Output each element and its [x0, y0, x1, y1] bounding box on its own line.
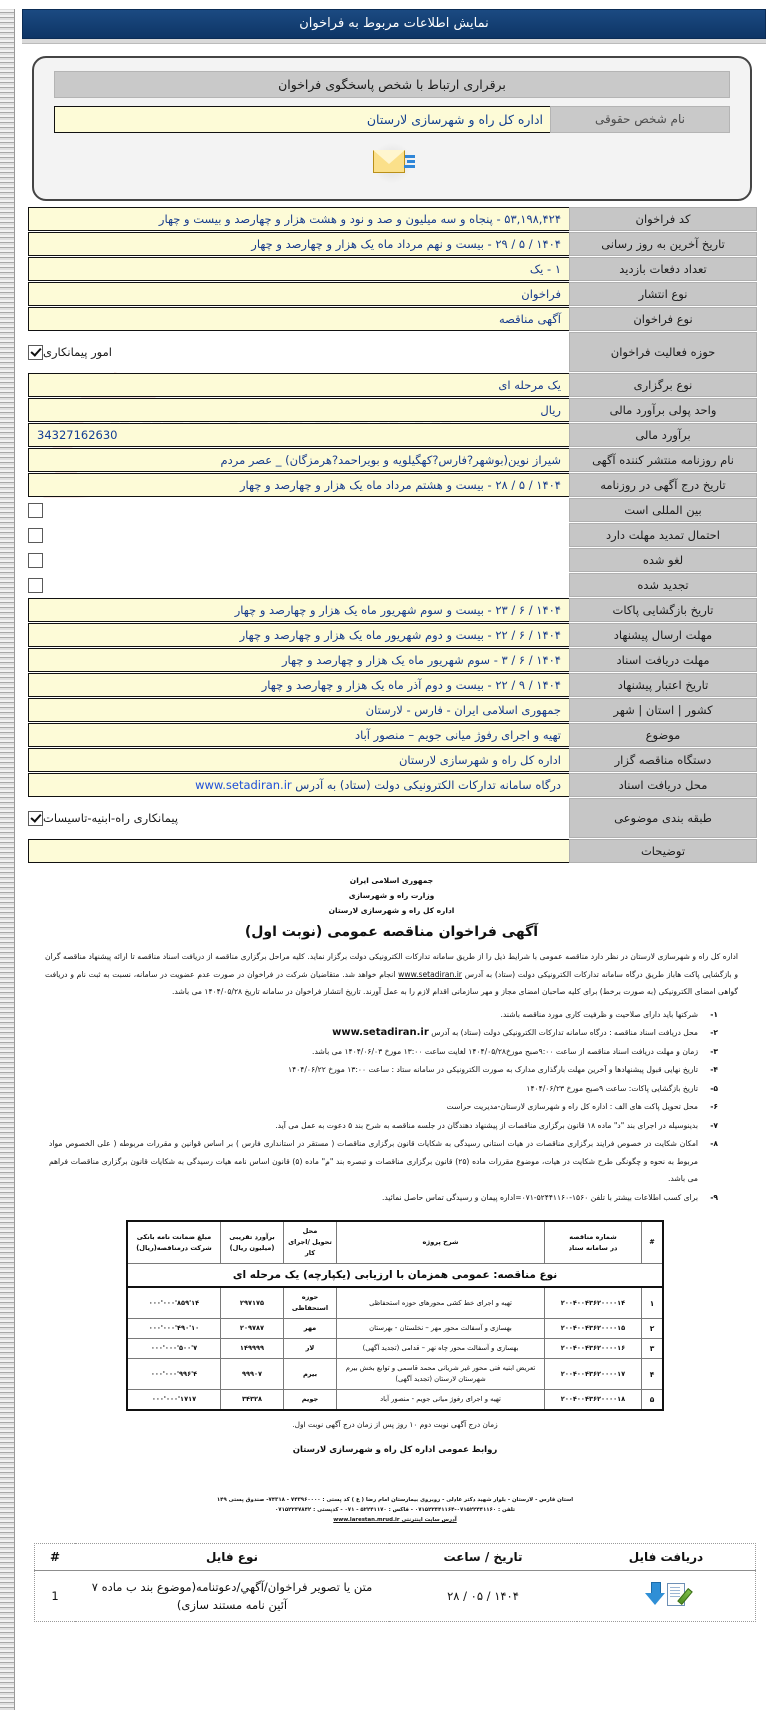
- info-label: موضوع: [569, 723, 757, 747]
- tender-cell-guarantee: ۷'۵۰۰'۰۰۰'۰۰۰: [127, 1339, 221, 1359]
- footer-address-line-2: [126, 1515, 664, 1525]
- info-value: ۱۴۰۴ / ۹ / ۲۲ - بیست و دوم آذر ماه یک هزار و چهارصد و چهار: [28, 673, 569, 697]
- tender-cell-estimate: ۲۰۹۷۸۷: [221, 1319, 284, 1339]
- tender-cell-description: تهیه و اجرای رفوژ میانی جویم - منصور آباد: [337, 1390, 545, 1411]
- info-row: [28, 398, 757, 422]
- tender-table-header-row: [127, 1221, 663, 1264]
- tender-cell-code: ۲۰۰۴۰۰۴۳۶۲۰۰۰۰۱۶: [545, 1339, 642, 1359]
- doc-paragraph-1: اداره کل راه و شهرسازی لارستان در نظر دارد مناقصه عمومی با شرایط ذیل را از طریق سامانه تدارکات الکترونیکی دولت برگزار نماید. کلیه مراحل برگزاری مناقصه از دریافت اسناد مناقصه تا ارائه پیشنهاد مناقصه گران و بازگشایی پاکت هاباز طریق درگاه سامانه تدارکات الکترونیکی دولت (ستاد) به آدرس www.setadiran.ir انجام خواهد شد. متقاضیان شرکت در فراخوان در صورت عدم عضویت در سامانه، نسبت به ثبت نام و دریافت گواهی امضای الکترونیکی (به صورت برخط) برای کلیه صاحبان امضای مجاز و مهر سازمانی اقدام لازم را به عمل آورند. تاریخ انتشار فراخوان در سامانه تاریخ ۱۴۰۴/۰۵/۲۸ می باشد.: [45, 952, 738, 996]
- tender-table-caption: نوع مناقصه: عمومی همزمان با ارزیابی (یکپارچه) یک مرحله ای: [127, 1264, 663, 1288]
- tender-cell-code: ۲۰۰۴۰۰۴۳۶۲۰۰۰۰۱۸: [545, 1390, 642, 1411]
- tender-table-row: [127, 1319, 663, 1339]
- doc-list-number: ۵-: [710, 1083, 718, 1093]
- page-gutter: [0, 9, 15, 1710]
- tender-table-row: [127, 1390, 663, 1411]
- checkbox-unchecked-icon[interactable]: [28, 553, 43, 568]
- doc-list-number: ۳-: [710, 1046, 718, 1056]
- info-row: [28, 748, 757, 772]
- info-label: لغو شده: [569, 548, 757, 572]
- tender-cell-guarantee: ۱۷۱۷'۰۰۰'۰۰۰: [127, 1390, 221, 1411]
- tender-cell-place: بیرم: [284, 1359, 337, 1390]
- info-row: [28, 423, 757, 447]
- info-checkbox-label: امور پیمانکاری: [43, 345, 112, 359]
- info-value: تهیه و اجرای رفوژ میانی جویم – منصور آباد: [28, 723, 569, 747]
- info-label: مهلت دریافت اسناد: [569, 648, 757, 672]
- files-cell-download: [577, 1571, 756, 1622]
- info-row: [28, 232, 757, 256]
- info-row: [28, 723, 757, 747]
- tender-cell-place: حوزه استحفاظی: [284, 1287, 337, 1319]
- info-value: ۱۴۰۴ / ۵ / ۲۹ - بیست و نهم مرداد ماه یک هزار و چهارصد و چهار: [28, 232, 569, 256]
- info-label: نوع انتشار: [569, 282, 757, 306]
- info-value: 34327162630: [28, 423, 569, 447]
- doc-list-item: ۳- زمان و مهلت دریافت اسناد مناقصه از ساعت ۹:۰۰صبح مورخ۱۴۰۴/۰۵/۲۸ لغایت ساعت ۱۳:۰۰ مورخ ۱۴۰۴/۰۶/۰۳ می باشد.: [49, 1043, 718, 1061]
- tender-note: زمان درج آگهی نوبت دوم ۱۰ روز پس از زمان درج آگهی نوبت اول.: [292, 1420, 498, 1429]
- tender-table-row: [127, 1287, 663, 1319]
- info-label: کشور | استان | شهر: [569, 698, 757, 722]
- tender-cell-estimate: ۳۴۳۲۸: [221, 1390, 284, 1411]
- tender-cell-place: جویم: [284, 1390, 337, 1411]
- info-value: آگهی مناقصه: [28, 307, 569, 331]
- title-underline: [22, 39, 766, 44]
- info-value: ۱۴۰۴ / ۶ / ۲۳ - بیست و سوم شهریور ماه یک هزار و چهارصد و چهار: [28, 598, 569, 622]
- info-row: [28, 332, 757, 372]
- info-label: دستگاه مناقصه گزار: [569, 748, 757, 772]
- doc-footer-org: روابط عمومی اداره کل راه و شهرسازی لارستان: [292, 1445, 498, 1455]
- info-value: جمهوری اسلامی ایران - فارس - لارستان: [28, 698, 569, 722]
- info-label: محل دریافت اسناد: [569, 773, 757, 797]
- info-row: [28, 598, 757, 622]
- checkbox-unchecked-icon[interactable]: [28, 578, 43, 593]
- doc-list-item: ۴- تاریخ نهایی قبول پیشنهادها و آخرین مهلت بارگذاری مدارک به صورت الکترونیکی در سامانه ستاد : ساعت ۱۳:۰۰ مورخ ۱۴۰۴/۰۶/۲۲: [49, 1061, 718, 1079]
- info-label: تاریخ آخرین به روز رسانی: [569, 232, 757, 256]
- info-label: نوع برگزاری: [569, 373, 757, 397]
- tender-table: [126, 1220, 664, 1411]
- tender-cell-place: لار: [284, 1339, 337, 1359]
- tender-cell-index: ۴: [642, 1359, 664, 1390]
- info-label: برآورد مالی: [569, 423, 757, 447]
- info-row: [28, 648, 757, 672]
- doc-list-item: ۱- شرکتها باید دارای صلاحیت و ظرفیت کاری مورد مناقصه باشند.: [49, 1006, 718, 1024]
- info-row: [28, 307, 757, 331]
- doc-list-item: ۸- امکان شکایت در خصوص فرایند برگزاری مناقصات در هیات استانی رسیدگی به شکایات قانون برگزاری مناقصات ( مستقر در استانداری فارس ) بر اساس قوانین و مقررات مربوطه ( علی الخصوص مواد مربوط به نحوه و چگونگی طرح شکایت در هیات، موضوع مقررات ماده (۲۵) قانون برگزاری مناقصات و تبصره بند "م" ماده (۵) قانون اساس نامه هیات رسیدگی به شکایات قانون برگزاری مناقصات فراهم می باشد.: [49, 1135, 718, 1188]
- doc-org-line-1: وزارت راه و شهرسازی: [348, 891, 435, 900]
- info-label: حوزه فعالیت فراخوان: [569, 332, 757, 372]
- announcement-document: [39, 873, 744, 1206]
- info-label: تاریخ درج آگهی در روزنامه: [569, 473, 757, 497]
- tender-cell-code: ۲۰۰۴۰۰۴۳۶۲۰۰۰۰۱۵: [545, 1319, 642, 1339]
- tender-th-index: #: [642, 1221, 664, 1264]
- download-icons-group: [645, 1582, 687, 1605]
- footer-address-line-1: تلفن : ۰۷۱۵۲۲۴۴۱۱۶۰-۰۷۱۵۲۲۴۴۱۱۶۴ - فاکس : ۵۲۲۴۱۱۷۰ - ۰۷۱ - کدپستی : ۰۷۱۵۲۲۴۷۸۴۲: [274, 1507, 516, 1513]
- tender-th-description: شرح پروژه: [337, 1221, 545, 1264]
- download-arrow-icon[interactable]: [645, 1582, 665, 1605]
- tender-cell-estimate: ۹۹۹۰۷: [221, 1359, 284, 1390]
- files-cell-type: متن یا تصویر فراخوان/آگهي/دعوتنامه(موضوع بند ب ماده ۷ آئین نامه مستند سازی): [91, 1580, 373, 1612]
- info-row: [28, 473, 757, 497]
- setadiran-link[interactable]: www.setadiran.ir: [398, 969, 462, 979]
- info-value: ۱۴۰۴ / ۶ / ۲۲ - بیست و دوم شهریور ماه یک هزار و چهارصد و چهار: [28, 623, 569, 647]
- info-value: [28, 839, 569, 863]
- envelope-icon[interactable]: [369, 143, 415, 183]
- doc-list-item: ۶- محل تحویل پاکت های الف : اداره کل راه و شهرسازی لارستان-مدیریت حراست: [49, 1098, 718, 1116]
- tender-cell-code: ۲۰۰۴۰۰۴۳۶۲۰۰۰۰۱۷: [545, 1359, 642, 1390]
- footer-website-link[interactable]: آدرس سایت اینترنتی www.larestan.mrud.ir: [333, 1517, 457, 1523]
- info-row: [28, 673, 757, 697]
- doc-list-number: ۱-: [710, 1009, 718, 1019]
- tender-table-body: [127, 1287, 663, 1410]
- contact-label: نام شخص حقوقی: [550, 106, 730, 133]
- info-row: [28, 448, 757, 472]
- files-table: [34, 1543, 756, 1622]
- info-value: ۱ - یک: [28, 257, 569, 281]
- info-label: کد فراخوان: [569, 207, 757, 231]
- info-row: [28, 798, 757, 838]
- info-label: واحد پولی برآورد مالی: [569, 398, 757, 422]
- tender-cell-code: ۲۰۰۴۰۰۴۳۶۲۰۰۰۰۱۴: [545, 1287, 642, 1319]
- window-title: نمایش اطلاعات مربوط به فراخوان: [22, 9, 766, 39]
- info-label: احتمال تمدید مهلت دارد: [569, 523, 757, 547]
- info-row: [28, 523, 757, 547]
- contact-mail-button[interactable]: [46, 133, 738, 191]
- files-table-body: [35, 1571, 756, 1622]
- files-table-row: [35, 1571, 756, 1622]
- info-label: تاریخ بازگشایی پاکات: [569, 598, 757, 622]
- footer-address-line-0: استان فارس - لارستان - بلوار شهید دکتر عادلی - روبروی بیمارستان امام رضا ( ع ) کد پستی : ۷۴۳۹۶۰۰۰۰ - ۷۴۳۱۸- صندوق پستی ۱۴۹: [216, 1497, 574, 1503]
- tender-th-estimate: برآورد تقریبی (میلیون ریال): [221, 1221, 284, 1264]
- files-cell-date: ۱۴۰۴ / ۰۵ / ۲۸: [447, 1589, 519, 1603]
- info-row: [28, 257, 757, 281]
- tender-cell-description: بهسازی و آسفالت محور چاه نهر – قدامی (تجدید آگهی): [337, 1339, 545, 1359]
- checkbox-checked-icon[interactable]: [28, 345, 43, 360]
- doc-list-item: ۹- برای کسب اطلاعات بیشتر با تلفن ۱۵۶۰-۵۲۴۴۱۱۶۰-۰۷۱=اداره پیمان و رسیدگی تماس حاصل نمائید.: [49, 1189, 718, 1207]
- info-checkbox-cell[interactable]: [28, 548, 569, 572]
- contact-panel: [32, 56, 752, 201]
- info-checkbox-cell[interactable]: [28, 798, 569, 838]
- tender-cell-estimate: ۲۹۷۱۷۵: [221, 1287, 284, 1319]
- info-label: بین المللی است: [569, 498, 757, 522]
- tender-th-guarantee: مبلغ ضمانت نامه بانکی شرکت درمناقصه(ریال): [127, 1221, 221, 1264]
- doc-org-line-0: جمهوری اسلامی ایران: [349, 876, 434, 885]
- tender-table-row: [127, 1339, 663, 1359]
- info-row: [28, 548, 757, 572]
- info-label: توضیحات: [569, 839, 757, 863]
- page-root: [14, 9, 774, 1622]
- tender-cell-description: تعریض ابنیه فنی محور غیر شریانی محمد قاسمی و توابع بخش بیرم شهرستان لارستان (تجدید آگهی): [337, 1359, 545, 1390]
- files-th-date: تاریخ / ساعت: [389, 1544, 577, 1571]
- files-table-header-row: [35, 1544, 756, 1571]
- contact-row: [54, 106, 730, 133]
- info-row: [28, 498, 757, 522]
- info-label: مهلت ارسال پیشنهاد: [569, 623, 757, 647]
- info-label: تعداد دفعات بازدید: [569, 257, 757, 281]
- info-row: [28, 773, 757, 797]
- setadiran-link[interactable]: www.setadiran.ir: [332, 1027, 429, 1038]
- setadiran-link[interactable]: www.setadiran.ir: [195, 778, 292, 792]
- tender-cell-index: ۳: [642, 1339, 664, 1359]
- info-row: [28, 373, 757, 397]
- files-th-type: نوع فایل: [75, 1544, 389, 1571]
- tender-cell-guarantee: ۱۴'۸۵۹'۰۰۰'۰۰۰: [127, 1287, 221, 1319]
- doc-list-number: ۴-: [710, 1065, 718, 1074]
- info-row: [28, 623, 757, 647]
- doc-list-number: ۸-: [710, 1139, 718, 1148]
- tender-table-row: [127, 1359, 663, 1390]
- document-edit-icon[interactable]: [667, 1583, 687, 1605]
- info-value: ۱۴۰۴ / ۶ / ۳ - سوم شهریور ماه یک هزار و چهارصد و چهار: [28, 648, 569, 672]
- info-row: [28, 573, 757, 597]
- info-value: اداره کل راه و شهرسازی لارستان: [28, 748, 569, 772]
- contact-value: اداره کل راه و شهرسازی لارستان: [54, 106, 550, 133]
- info-row: [28, 698, 757, 722]
- tender-cell-estimate: ۱۴۹۹۹۹: [221, 1339, 284, 1359]
- doc-list-item: ۷- بدینوسیله در اجرای بند "د" ماده ۱۸ قانون برگزاری مناقصات از پیشنهاد دهندگان در جلسه مناقصه به شرح بند ۵ دعوت به عمل می آید.: [49, 1117, 718, 1135]
- info-checkbox-label: پیمانکاری راه-ابنیه-تاسیسات: [43, 811, 179, 825]
- tender-cell-index: ۲: [642, 1319, 664, 1339]
- tender-cell-index: ۱: [642, 1287, 664, 1319]
- files-th-index: #: [35, 1544, 76, 1571]
- info-value: ۱۴۰۴ / ۵ / ۲۸ - بیست و هشتم مرداد ماه یک هزار و چهارصد و چهار: [28, 473, 569, 497]
- doc-conditions-list: [49, 1006, 718, 1207]
- tender-cell-description: تهیه و اجرای خط کشی محورهای حوزه استحفاظی: [337, 1287, 545, 1319]
- info-value: یک مرحله ای: [28, 373, 569, 397]
- files-cell-index: 1: [51, 1589, 59, 1603]
- info-row: [28, 207, 757, 231]
- tender-cell-guarantee: ۴'۹۹۶'۰۰۰'۰۰۰: [127, 1359, 221, 1390]
- info-checkbox-cell[interactable]: [28, 332, 569, 372]
- info-value: شیراز نوین(بوشهر?فارس?کهگیلویه و بویراحمد?هرمزگان) _ عصر مردم: [28, 448, 569, 472]
- tender-cell-description: بهسازی و آسفالت محور مهر – نخلستان - بهرستان: [337, 1319, 545, 1339]
- doc-footer-address: [126, 1495, 664, 1525]
- info-label: تاریخ اعتبار پیشنهاد: [569, 673, 757, 697]
- doc-list-number: ۷-: [710, 1120, 718, 1130]
- doc-list-number: ۲-: [710, 1028, 718, 1037]
- doc-title: آگهی فراخوان مناقصه عمومی (نوبت اول): [244, 924, 539, 940]
- info-value: درگاه سامانه تدارکات الکترونیکی دولت (ستاد) به آدرس www.setadiran.ir: [28, 773, 569, 797]
- info-label: نوع فراخوان: [569, 307, 757, 331]
- doc-list-number: ۶-: [710, 1102, 718, 1111]
- info-label: تجدید شده: [569, 573, 757, 597]
- checkbox-unchecked-icon[interactable]: [28, 503, 43, 518]
- info-value: ریال: [28, 398, 569, 422]
- files-table-wrap: [34, 1543, 756, 1622]
- info-label: طبقه بندی موضوعی: [569, 798, 757, 838]
- info-checkbox-cell[interactable]: [28, 498, 569, 522]
- doc-org-line-2: اداره کل راه و شهرسازی لارستان: [328, 906, 455, 915]
- announcement-info-grid: [28, 207, 757, 863]
- contact-panel-heading: برقراری ارتباط با شخص پاسخگوی فراخوان: [54, 71, 730, 98]
- info-row: [28, 282, 757, 306]
- info-value: ۵۳,۱۹۸,۴۲۴ - پنجاه و سه میلیون و صد و نود و هشت هزار و چهارصد و بیست و چهار: [28, 207, 569, 231]
- info-checkbox-cell[interactable]: [28, 523, 569, 547]
- doc-list-number: ۹-: [710, 1192, 718, 1202]
- tender-table-wrap: [126, 1220, 664, 1525]
- tender-th-code: شماره مناقصه در سامانه ستاد: [545, 1221, 642, 1264]
- tender-cell-index: ۵: [642, 1390, 664, 1411]
- doc-list-item: ۲- محل دریافت اسناد مناقصه : درگاه سامانه تدارکات الکترونیکی دولت (ستاد) به آدرس www.setadiran.ir: [49, 1024, 718, 1042]
- tender-cell-place: مهر: [284, 1319, 337, 1339]
- tender-cell-guarantee: ۱۰'۴۹۰'۰۰۰'۰۰۰: [127, 1319, 221, 1339]
- files-th-download: دریافت فایل: [577, 1544, 756, 1571]
- info-value: فراخوان: [28, 282, 569, 306]
- info-label: نام روزنامه منتشر کننده آگهی: [569, 448, 757, 472]
- doc-list-item: ۵- تاریخ بازگشایی پاکات: ساعت ۹صبح مورخ ۱۴۰۴/۰۶/۲۳: [49, 1080, 718, 1098]
- info-checkbox-cell[interactable]: [28, 573, 569, 597]
- tender-th-place: محل تحویل /اجرای کار: [284, 1221, 337, 1264]
- checkbox-unchecked-icon[interactable]: [28, 528, 43, 543]
- info-row: [28, 839, 757, 863]
- checkbox-checked-icon[interactable]: [28, 811, 43, 826]
